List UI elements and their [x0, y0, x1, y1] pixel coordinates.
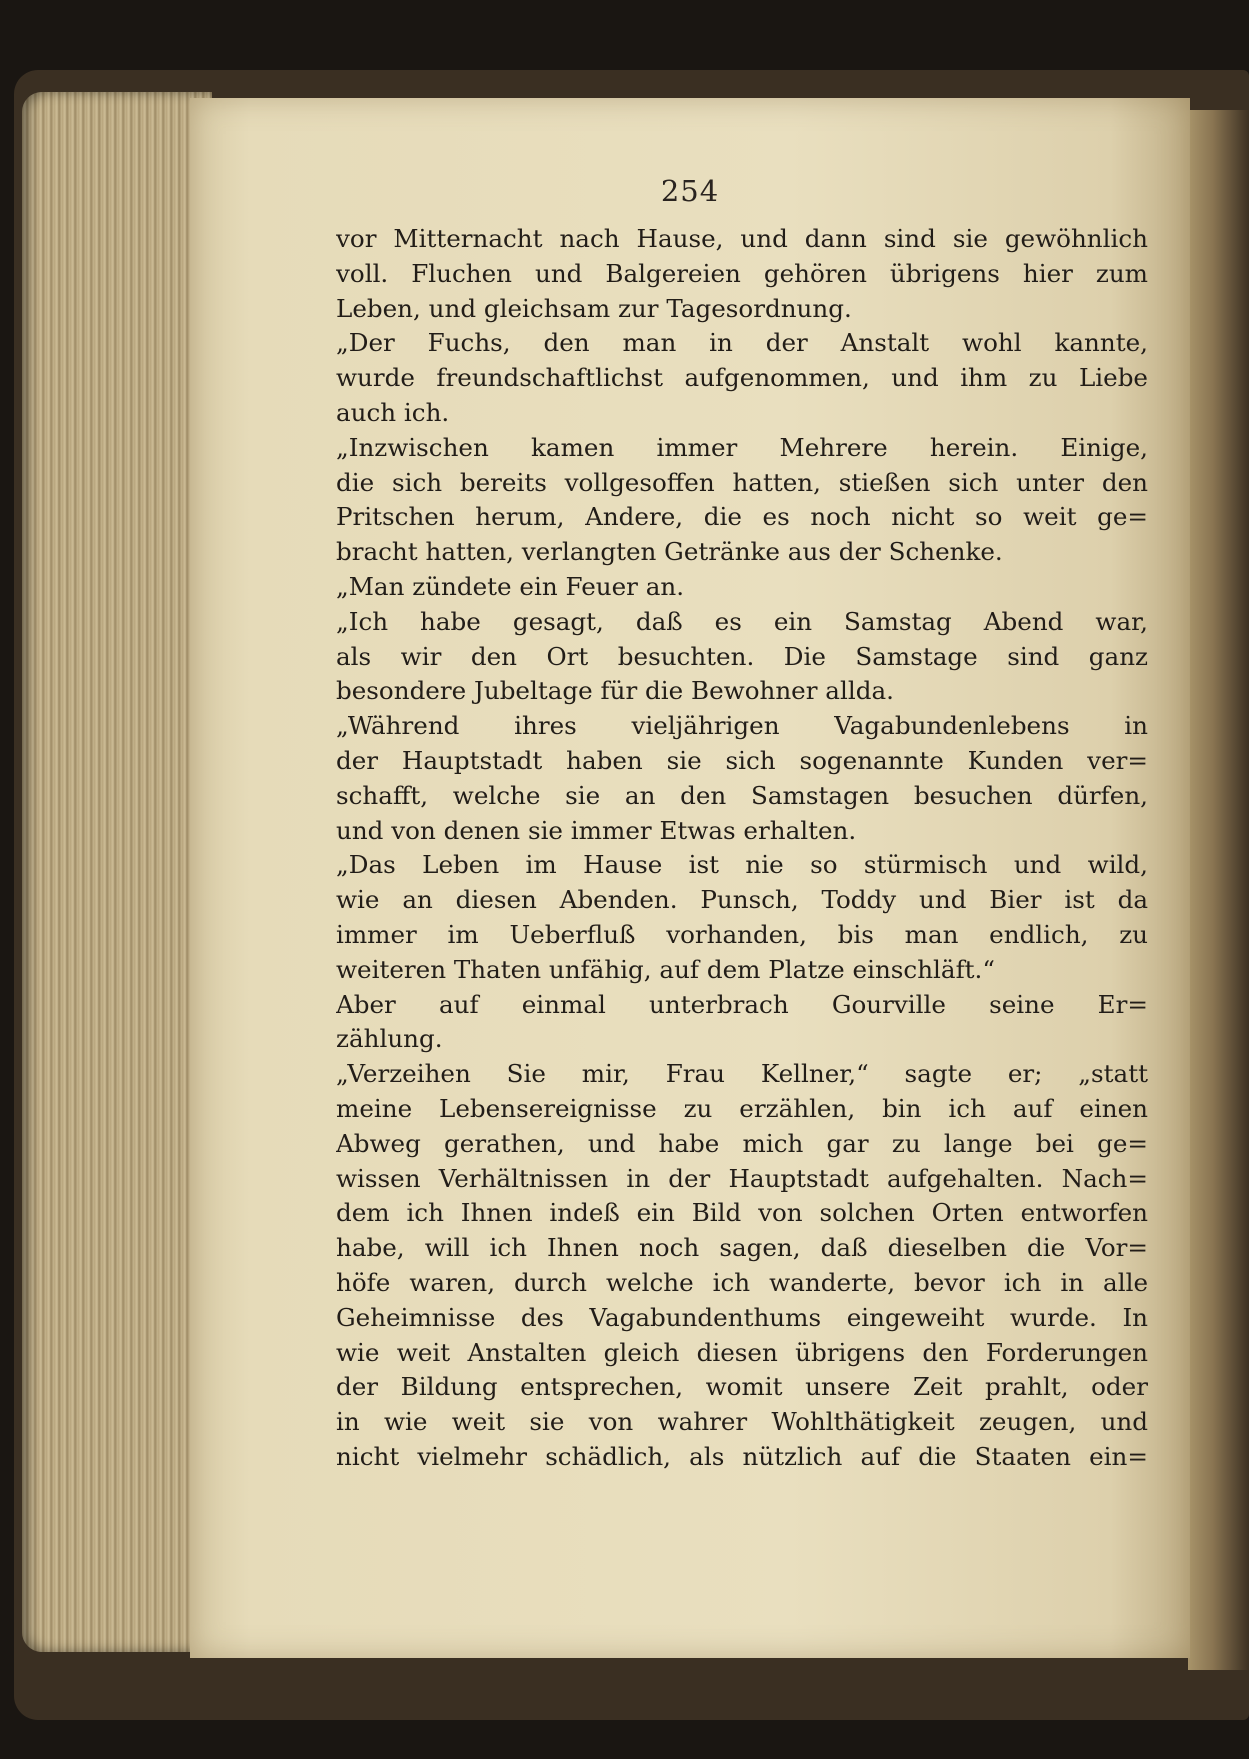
text-line: wie an diesen Abenden. Punsch, Toddy und Bier ist da — [336, 885, 1148, 915]
text-line: Geheimnisse des Vagabundenthums eingeweiht wurde. In — [336, 1302, 1148, 1332]
page-text — [336, 222, 1148, 1475]
text-line: nicht vielmehr schädlich, als nützlich auf die Staaten ein= — [336, 1441, 1148, 1471]
text-line: Leben, und gleichsam zur Tagesordnung. — [336, 293, 852, 323]
text-line: in wie weit sie von wahrer Wohlthätigkeit zeugen, und — [336, 1407, 1148, 1437]
text-line: als wir den Ort besuchten. Die Samstage sind ganz — [336, 641, 1148, 671]
text-line: Abweg gerathen, und habe mich gar zu lange bei ge= — [336, 1128, 1148, 1158]
text-line: „Man zündete ein Feuer an. — [336, 571, 685, 601]
page-number: 254 — [660, 174, 720, 208]
text-line: wurde freundschaftlichst aufgenommen, und ihm zu Liebe — [336, 363, 1148, 393]
text-line: schafft, welche sie an den Samstagen besuchen dürfen, — [336, 780, 1148, 810]
text-line: Pritschen herum, Andere, die es noch nicht so weit ge= — [336, 502, 1148, 532]
text-line: höfe waren, durch welche ich wanderte, bevor ich in alle — [336, 1267, 1148, 1297]
text-line: „Ich habe gesagt, daß es ein Samstag Abend war, — [336, 606, 1148, 636]
text-line: bracht hatten, verlangten Getränke aus der Schenke. — [336, 537, 1003, 567]
text-line: „Inzwischen kamen immer Mehrere herein. Einige, — [336, 432, 1148, 462]
text-line: voll. Fluchen und Balgereien gehören übrigens hier zum — [336, 258, 1148, 288]
text-line: wie weit Anstalten gleich diesen übrigens den Forderungen — [336, 1337, 1148, 1367]
text-line: auch ich. — [336, 397, 450, 427]
text-line: dem ich Ihnen indeß ein Bild von solchen Orten entworfen — [336, 1198, 1148, 1228]
text-line: habe, will ich Ihnen noch sagen, daß dieselben die Vor= — [336, 1233, 1148, 1263]
book-page — [190, 98, 1190, 1658]
text-line: weiteren Thaten unfähig, auf dem Platze einschläft.“ — [336, 954, 995, 984]
text-line: wissen Verhältnissen in der Hauptstadt aufgehalten. Nach= — [336, 1163, 1148, 1193]
text-line: der Bildung entsprechen, womit unsere Zeit prahlt, oder — [336, 1372, 1148, 1402]
text-line: Aber auf einmal unterbrach Gourville seine Er= — [336, 989, 1148, 1019]
text-line: vor Mitternacht nach Hause, und dann sind sie gewöhnlich — [336, 224, 1148, 253]
text-line: „Verzeihen Sie mir, Frau Kellner,“ sagte er; „statt — [336, 1059, 1148, 1089]
text-line: besondere Jubeltage für die Bewohner allda. — [336, 676, 894, 706]
text-line: und von denen sie immer Etwas erhalten. — [336, 815, 857, 845]
book-spine-edge — [1188, 110, 1249, 1670]
text-line: meine Lebensereignisse zu erzählen, bin ich auf einen — [336, 1093, 1148, 1123]
text-line: zählung. — [336, 1024, 443, 1054]
text-line: immer im Ueberfluß vorhanden, bis man endlich, zu — [336, 919, 1148, 949]
text-line: „Während ihres vieljährigen Vagabundenlebens in — [336, 711, 1148, 741]
text-line: die sich bereits vollgesoffen hatten, stießen sich unter den — [336, 467, 1148, 497]
text-line: „Der Fuchs, den man in der Anstalt wohl kannte, — [336, 328, 1148, 358]
text-line: der Hauptstadt haben sie sich sogenannte Kunden ver= — [336, 745, 1148, 775]
page-stack-edge — [22, 92, 212, 1652]
text-line: „Das Leben im Hause ist nie so stürmisch und wild, — [336, 850, 1148, 880]
